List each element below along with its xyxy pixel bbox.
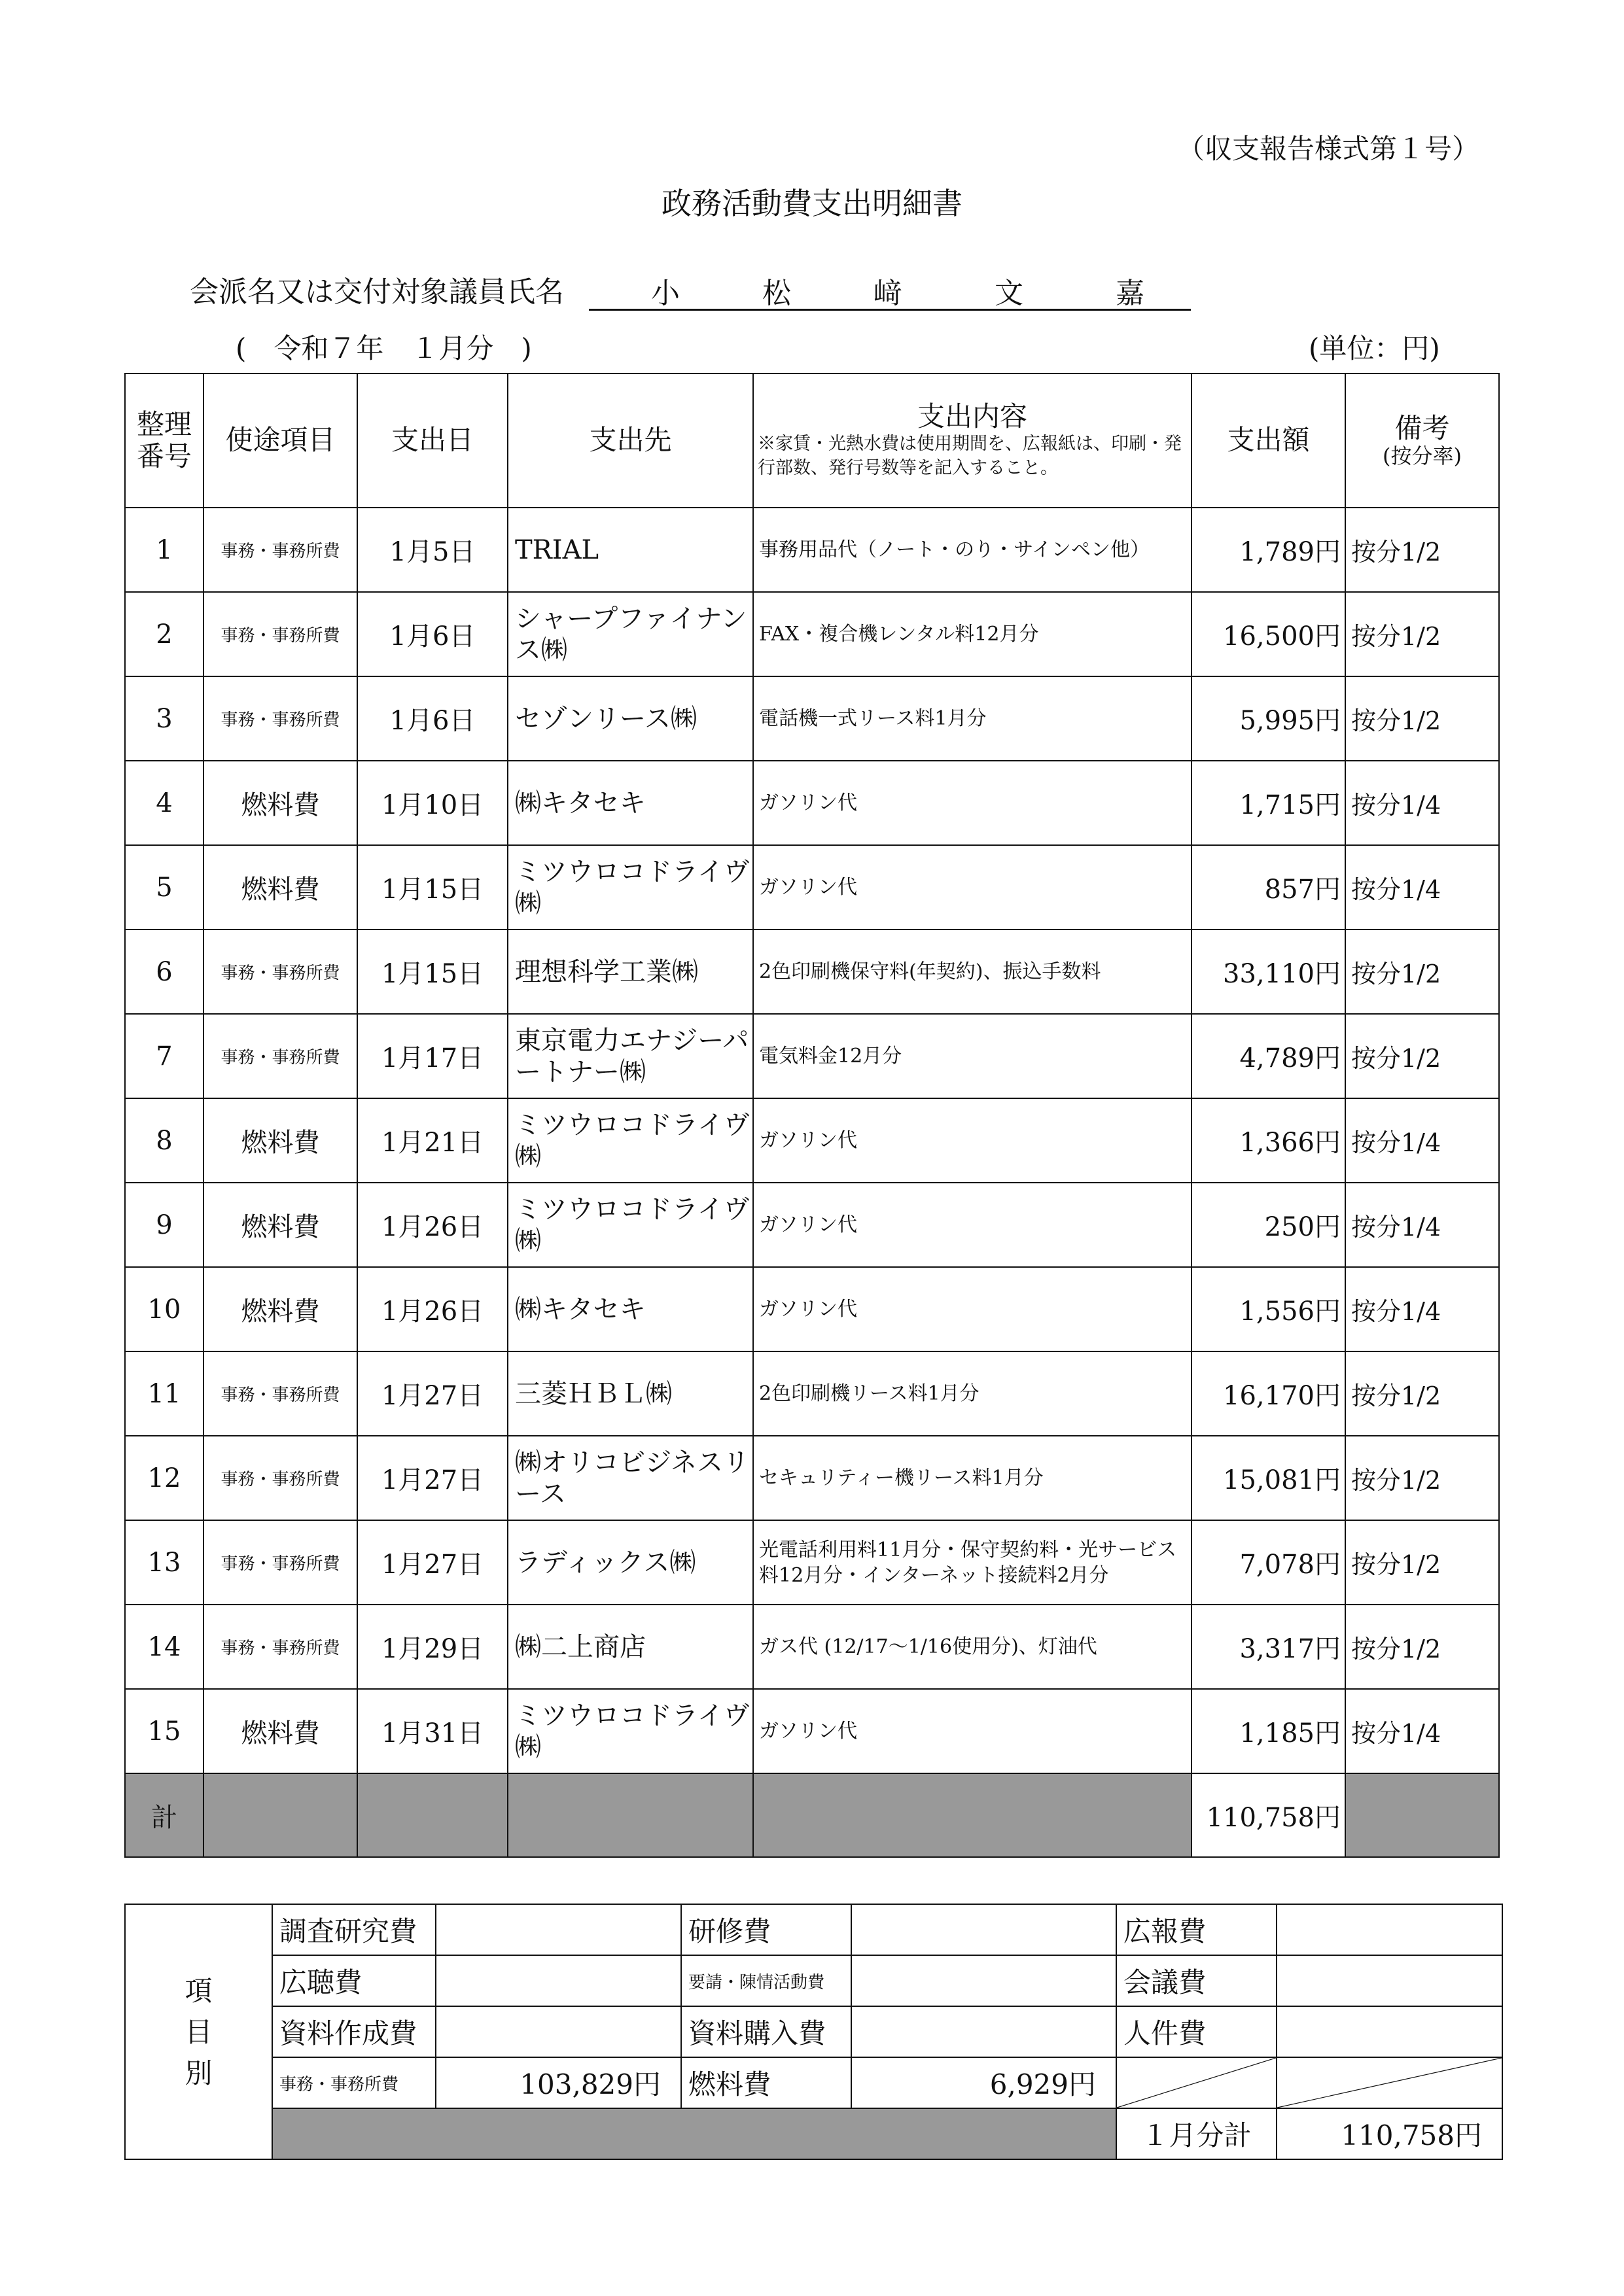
total-amount: 110,758円	[1192, 1773, 1345, 1857]
table-row	[125, 1689, 1499, 1773]
row-note: 按分1/2	[1345, 1436, 1499, 1520]
total-empty-cell	[357, 1773, 508, 1857]
row-number: 10	[125, 1267, 203, 1351]
table-row	[125, 1351, 1499, 1436]
row-detail: ガソリン代	[753, 761, 1192, 845]
row-note: 按分1/4	[1345, 845, 1499, 930]
row-number: 11	[125, 1351, 203, 1436]
row-note: 按分1/2	[1345, 1605, 1499, 1689]
row-detail: ガソリン代	[753, 1098, 1192, 1183]
row-amount: 1,715円	[1192, 761, 1345, 845]
row-note: 按分1/4	[1345, 1098, 1499, 1183]
row-use: 燃料費	[203, 1689, 357, 1773]
category-materials-making-amount	[436, 2006, 681, 2057]
row-detail: ガソリン代	[753, 845, 1192, 930]
row-number: 14	[125, 1605, 203, 1689]
row-payee: 東京電力エナジーパートナー㈱	[508, 1014, 753, 1098]
row-payee: TRIAL	[508, 508, 753, 592]
row-number: 12	[125, 1436, 203, 1520]
row-detail: 2色印刷機リース料1月分	[753, 1351, 1192, 1436]
total-empty-cell	[1345, 1773, 1499, 1857]
table-row	[125, 1014, 1499, 1098]
row-number: 3	[125, 676, 203, 761]
member-name	[589, 275, 1191, 311]
header-detail-note: ※家賃・光熱水費は使用期間を、広報紙は、印刷・発行部数、発行号数等を記入すること。	[758, 434, 1182, 478]
category-personnel-label: 人件費	[1116, 2006, 1277, 2057]
row-note: 按分1/4	[1345, 761, 1499, 845]
row-use: 燃料費	[203, 1267, 357, 1351]
row-date: 1月27日	[357, 1520, 508, 1605]
row-payee: 三菱ＨＢＬ㈱	[508, 1351, 753, 1436]
row-date: 1月5日	[357, 508, 508, 592]
row-date: 1月27日	[357, 1436, 508, 1520]
table-row	[125, 1436, 1499, 1520]
category-hearing-amount	[436, 1955, 681, 2006]
row-date: 1月29日	[357, 1605, 508, 1689]
category-training-amount	[851, 1904, 1116, 1955]
row-detail: 電気料金12月分	[753, 1014, 1192, 1098]
diagonal-line	[1117, 2058, 1276, 2108]
row-amount: 5,995円	[1192, 676, 1345, 761]
row-use: 事務・事務所費	[203, 1014, 357, 1098]
row-payee: ミツウロコドライヴ㈱	[508, 845, 753, 930]
row-payee: ミツウロコドライヴ㈱	[508, 1098, 753, 1183]
category-materials-making-label: 資料作成費	[272, 2006, 436, 2057]
row-note: 按分1/4	[1345, 1267, 1499, 1351]
member-label: 会派名又は交付対象議員氏名	[190, 275, 564, 309]
row-use: 事務・事務所費	[203, 1520, 357, 1605]
row-use: 事務・事務所費	[203, 592, 357, 676]
form-number-label: （収支報告様式第１号）	[1176, 133, 1479, 165]
category-hearing-label: 広聴費	[272, 1955, 436, 2006]
row-amount: 1,789円	[1192, 508, 1345, 592]
member-name-char: 﨑	[874, 277, 902, 310]
row-note: 按分1/2	[1345, 1520, 1499, 1605]
header-note-label: 備考	[1394, 411, 1450, 444]
row-number: 1	[125, 508, 203, 592]
row-number: 9	[125, 1183, 203, 1267]
category-publicity-amount	[1277, 1904, 1502, 1955]
row-note: 按分1/2	[1345, 592, 1499, 676]
row-payee: セゾンリース㈱	[508, 676, 753, 761]
row-use: 燃料費	[203, 1183, 357, 1267]
row-note: 按分1/4	[1345, 1183, 1499, 1267]
row-date: 1月15日	[357, 845, 508, 930]
table-row	[125, 1605, 1499, 1689]
row-detail: セキュリティー機リース料1月分	[753, 1436, 1192, 1520]
category-materials-purchase-label: 資料購入費	[681, 2006, 851, 2057]
row-date: 1月26日	[357, 1267, 508, 1351]
member-name-char: 嘉	[1116, 277, 1144, 310]
row-amount: 33,110円	[1192, 930, 1345, 1014]
row-note: 按分1/2	[1345, 508, 1499, 592]
row-number: 7	[125, 1014, 203, 1098]
row-note: 按分1/4	[1345, 1689, 1499, 1773]
row-detail: 2色印刷機保守料(年契約)、振込手数料	[753, 930, 1192, 1014]
row-detail: ガス代 (12/17～1/16使用分)、灯油代	[753, 1605, 1192, 1689]
shaded-cell	[272, 2108, 1116, 2159]
member-name-char: 小	[651, 277, 680, 310]
category-side-label: 項目別	[125, 1904, 272, 2159]
row-date: 1月17日	[357, 1014, 508, 1098]
row-detail: FAX・複合機レンタル料12月分	[753, 592, 1192, 676]
category-publicity-label: 広報費	[1116, 1904, 1277, 1955]
row-use: 事務・事務所費	[203, 1605, 357, 1689]
row-payee: ミツウロコドライヴ㈱	[508, 1689, 753, 1773]
table-row	[125, 930, 1499, 1014]
member-name-char: 文	[995, 277, 1023, 310]
member-name-char: 松	[762, 277, 791, 310]
row-amount: 3,317円	[1192, 1605, 1345, 1689]
total-empty-cell	[203, 1773, 357, 1857]
row-date: 1月15日	[357, 930, 508, 1014]
row-note: 按分1/2	[1345, 930, 1499, 1014]
header-detail	[753, 374, 1192, 508]
row-use: 事務・事務所費	[203, 508, 357, 592]
table-row	[125, 592, 1499, 676]
row-use: 燃料費	[203, 761, 357, 845]
row-number: 4	[125, 761, 203, 845]
row-number: 15	[125, 1689, 203, 1773]
row-detail: ガソリン代	[753, 1689, 1192, 1773]
header-use: 使途項目	[203, 374, 357, 508]
row-amount: 16,500円	[1192, 592, 1345, 676]
row-amount: 1,556円	[1192, 1267, 1345, 1351]
row-payee: ㈱キタセキ	[508, 761, 753, 845]
row-payee: ㈱二上商店	[508, 1605, 753, 1689]
row-payee: ㈱オリコビジネスリース	[508, 1436, 753, 1520]
expense-table	[124, 373, 1500, 1858]
row-amount: 1,185円	[1192, 1689, 1345, 1773]
table-row	[125, 761, 1499, 845]
category-summary-table	[124, 1904, 1503, 2160]
month-total-amount: 110,758円	[1277, 2108, 1502, 2159]
row-amount: 1,366円	[1192, 1098, 1345, 1183]
row-use: 事務・事務所費	[203, 1436, 357, 1520]
month-total-label: １月分計	[1116, 2108, 1277, 2159]
row-use: 燃料費	[203, 1098, 357, 1183]
total-empty-cell	[753, 1773, 1192, 1857]
row-amount: 7,078円	[1192, 1520, 1345, 1605]
period-label: ( 令和７年 １月分 )	[236, 332, 532, 364]
total-label: 計	[125, 1773, 203, 1857]
header-payee: 支出先	[508, 374, 753, 508]
row-payee: 理想科学工業㈱	[508, 930, 753, 1014]
row-number: 6	[125, 930, 203, 1014]
row-amount: 250円	[1192, 1183, 1345, 1267]
row-payee: ミツウロコドライヴ㈱	[508, 1183, 753, 1267]
row-detail: ガソリン代	[753, 1267, 1192, 1351]
category-office-amount: 103,829円	[436, 2057, 681, 2108]
table-row	[125, 676, 1499, 761]
category-personnel-amount	[1277, 2006, 1502, 2057]
row-detail: 光電話利用料11月分・保守契約料・光サービス料12月分・インターネット接続料2月分	[753, 1520, 1192, 1605]
row-amount: 15,081円	[1192, 1436, 1345, 1520]
category-petition-amount	[851, 1955, 1116, 2006]
row-detail: 電話機一式リース料1月分	[753, 676, 1192, 761]
total-empty-cell	[508, 1773, 753, 1857]
row-number: 13	[125, 1520, 203, 1605]
row-date: 1月10日	[357, 761, 508, 845]
document-title: 政務活動費支出明細書	[662, 186, 962, 221]
header-date: 支出日	[357, 374, 508, 508]
header-note-sub: (按分率)	[1383, 444, 1462, 469]
category-training-label: 研修費	[681, 1904, 851, 1955]
row-number: 8	[125, 1098, 203, 1183]
category-fuel-label: 燃料費	[681, 2057, 851, 2108]
diagonal-strike-cell	[1116, 2057, 1277, 2108]
row-date: 1月6日	[357, 592, 508, 676]
header-amount: 支出額	[1192, 374, 1345, 508]
category-meeting-label: 会議費	[1116, 1955, 1277, 2006]
row-use: 事務・事務所費	[203, 930, 357, 1014]
row-payee: ㈱キタセキ	[508, 1267, 753, 1351]
table-header-row	[125, 374, 1499, 508]
row-note: 按分1/2	[1345, 1351, 1499, 1436]
category-office-label: 事務・事務所費	[272, 2057, 436, 2108]
row-detail: 事務用品代（ノート・のり・サインペン他）	[753, 508, 1192, 592]
header-detail-label: 支出内容	[917, 400, 1027, 432]
row-amount: 857円	[1192, 845, 1345, 930]
header-note	[1345, 374, 1499, 508]
table-row	[125, 508, 1499, 592]
row-use: 燃料費	[203, 845, 357, 930]
row-date: 1月6日	[357, 676, 508, 761]
table-row	[125, 845, 1499, 930]
row-payee: ラディックス㈱	[508, 1520, 753, 1605]
header-number: 整理番号	[125, 374, 203, 508]
table-row	[125, 1183, 1499, 1267]
row-number: 2	[125, 592, 203, 676]
category-research-amount	[436, 1904, 681, 1955]
table-row	[125, 1098, 1499, 1183]
total-row	[125, 1773, 1499, 1857]
diagonal-strike-cell	[1277, 2057, 1502, 2108]
category-materials-purchase-amount	[851, 2006, 1116, 2057]
row-amount: 4,789円	[1192, 1014, 1345, 1098]
row-use: 事務・事務所費	[203, 676, 357, 761]
row-number: 5	[125, 845, 203, 930]
category-research-label: 調査研究費	[272, 1904, 436, 1955]
row-amount: 16,170円	[1192, 1351, 1345, 1436]
diagonal-line	[1277, 2058, 1502, 2108]
row-use: 事務・事務所費	[203, 1351, 357, 1436]
row-date: 1月26日	[357, 1183, 508, 1267]
table-row	[125, 1267, 1499, 1351]
row-date: 1月27日	[357, 1351, 508, 1436]
category-meeting-amount	[1277, 1955, 1502, 2006]
row-detail: ガソリン代	[753, 1183, 1192, 1267]
category-fuel-amount: 6,929円	[851, 2057, 1116, 2108]
unit-label: (単位：円)	[1309, 332, 1440, 364]
row-date: 1月21日	[357, 1098, 508, 1183]
row-note: 按分1/2	[1345, 1014, 1499, 1098]
row-payee: シャープファイナンス㈱	[508, 592, 753, 676]
category-petition-label: 要請・陳情活動費	[681, 1955, 851, 2006]
table-row	[125, 1520, 1499, 1605]
row-date: 1月31日	[357, 1689, 508, 1773]
row-note: 按分1/2	[1345, 676, 1499, 761]
